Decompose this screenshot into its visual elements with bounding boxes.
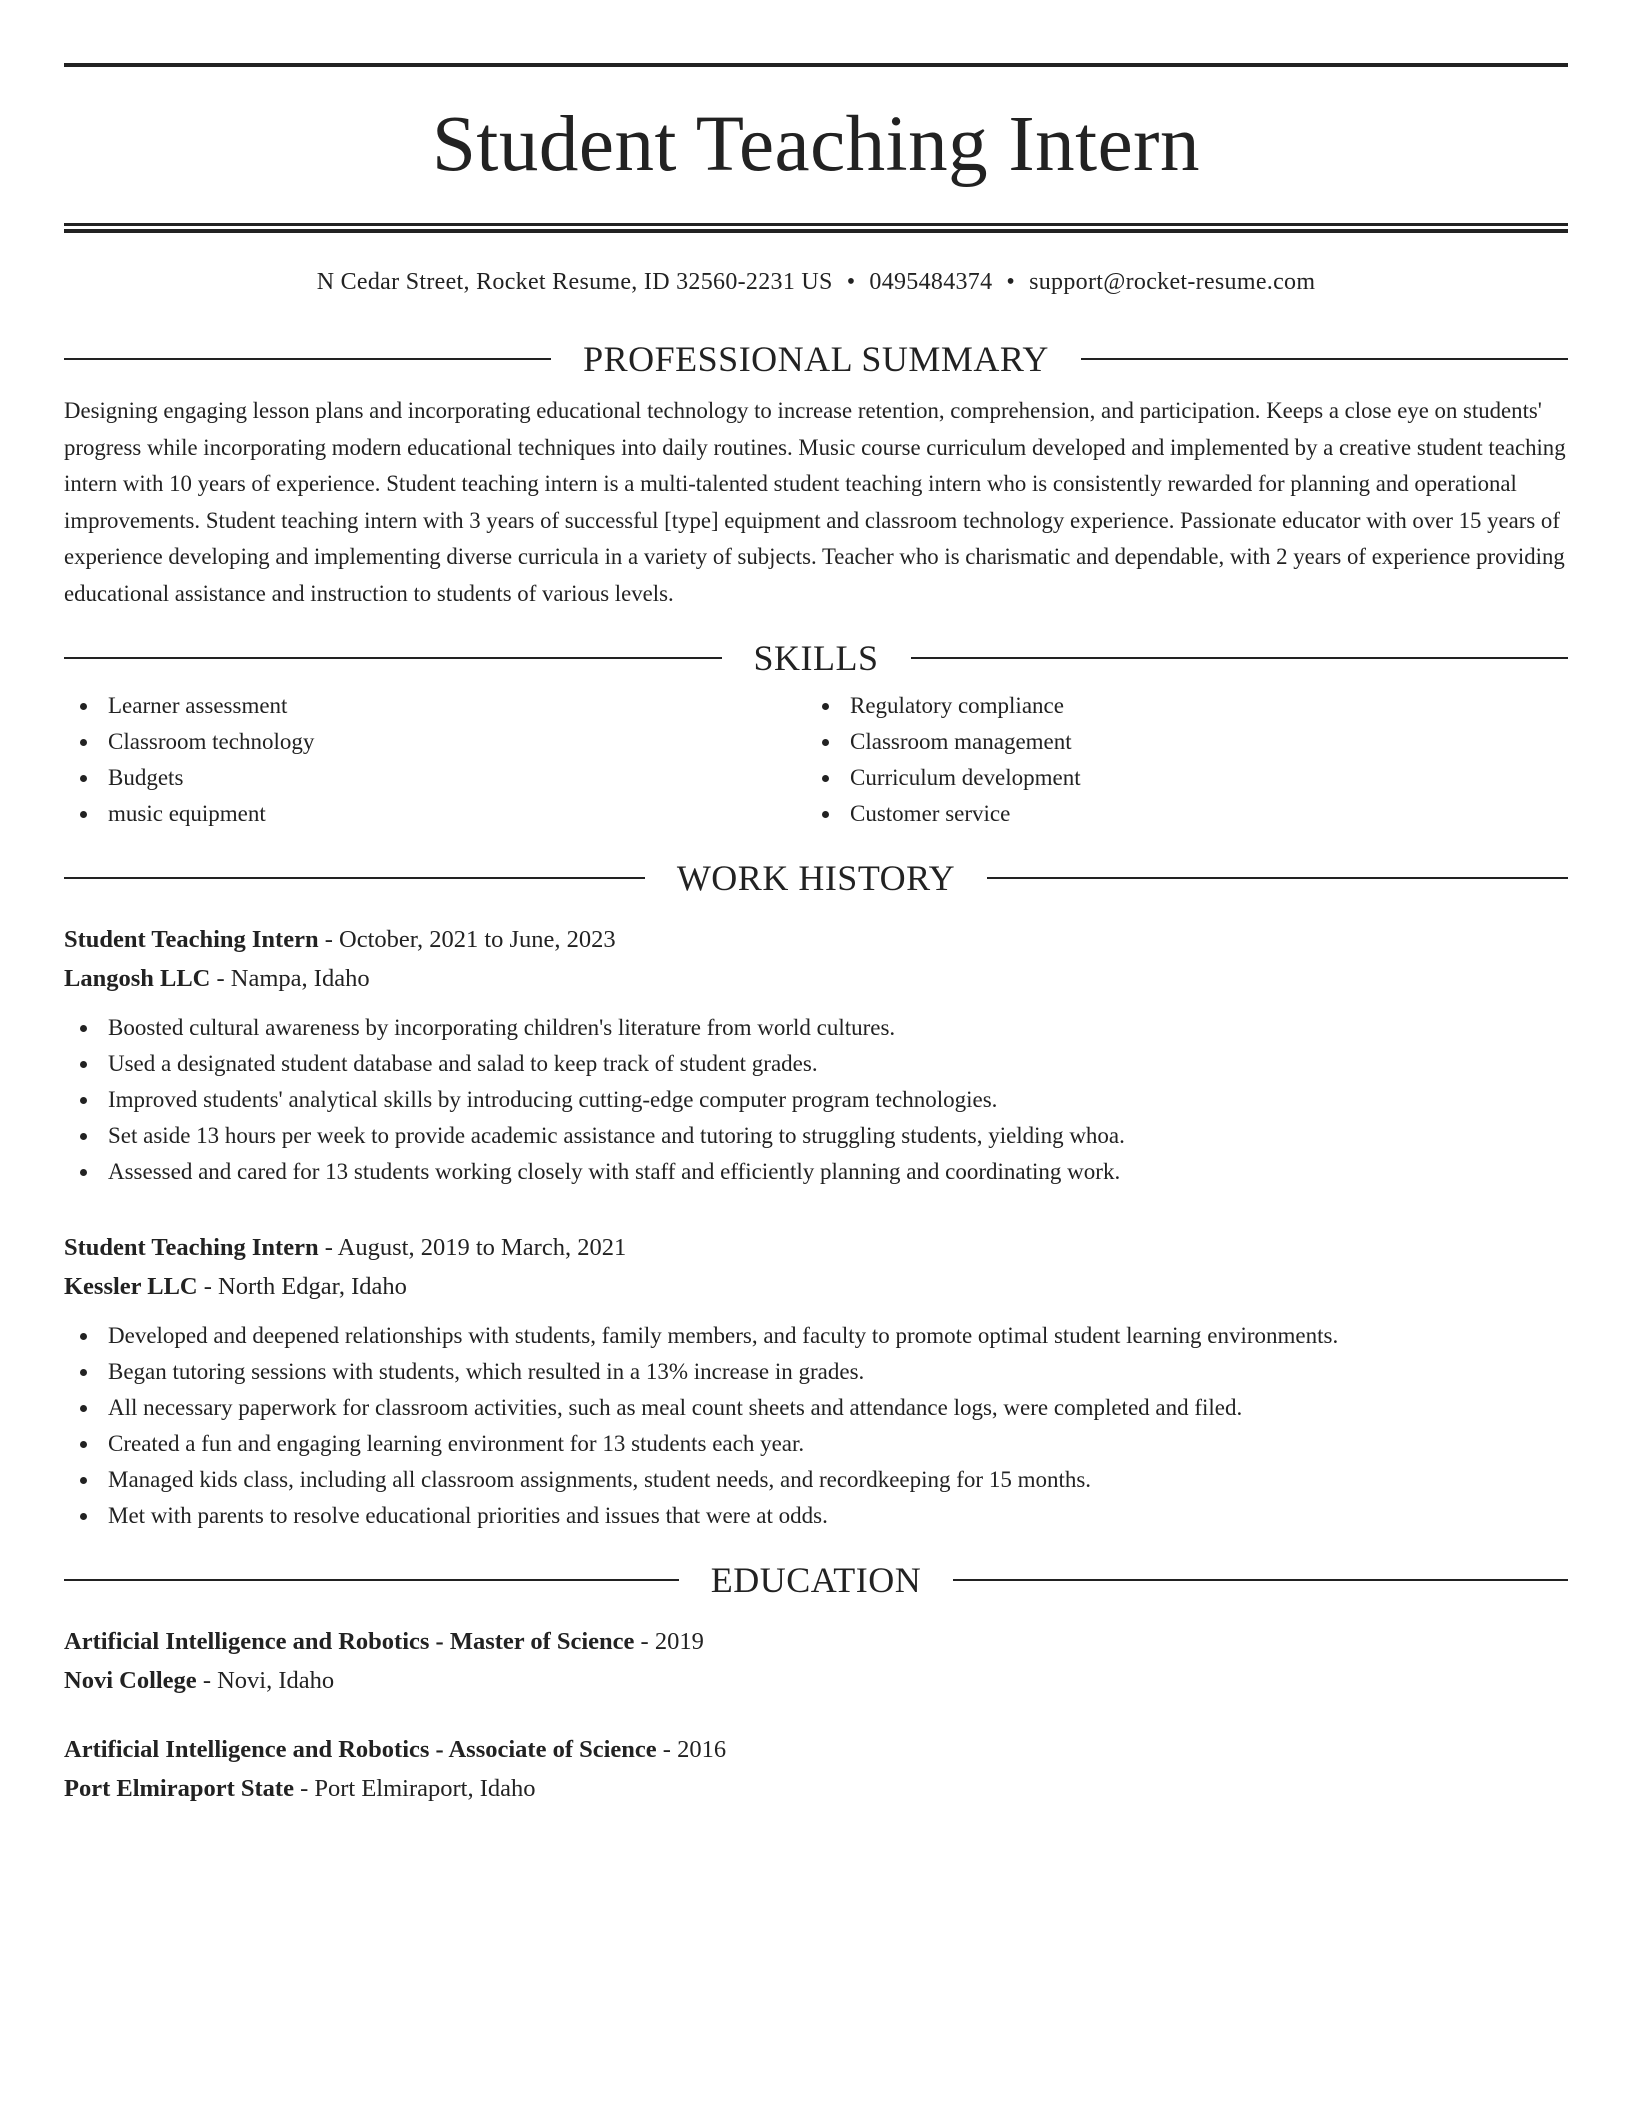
skills-section-header xyxy=(64,638,1568,678)
contact-separator: • xyxy=(846,269,856,295)
job-bullet: Met with parents to resolve educational priorities and issues that were at odds. xyxy=(64,1498,1568,1534)
education-location: - Novi, Idaho xyxy=(196,1667,335,1694)
education-location: - Port Elmiraport, Idaho xyxy=(293,1775,536,1802)
section-divider xyxy=(1081,358,1568,360)
skills-columns xyxy=(64,688,1568,832)
job-location: - North Edgar, Idaho xyxy=(197,1273,407,1300)
job-bullet: Set aside 13 hours per week to provide academic assistance and tutoring to struggling students, yielding whoa. xyxy=(64,1118,1568,1154)
skill-item: Curriculum development xyxy=(806,760,1548,796)
job-bullet: Assessed and cared for 13 students working closely with staff and efficiently planning and coordinating work. xyxy=(64,1154,1568,1190)
education-entry xyxy=(64,1622,1568,1700)
education-section-header xyxy=(64,1560,1568,1600)
job-company: Kessler LLC xyxy=(64,1273,198,1300)
job-entry xyxy=(64,1228,1568,1534)
section-divider xyxy=(64,657,722,659)
section-divider xyxy=(64,877,645,879)
contact-line xyxy=(64,267,1568,297)
contact-separator: • xyxy=(1006,269,1016,295)
job-entry xyxy=(64,920,1568,1190)
skill-item: Regulatory compliance xyxy=(806,688,1548,724)
work-section-header xyxy=(64,858,1568,898)
skill-item: Learner assessment xyxy=(64,688,806,724)
education-year: - 2019 xyxy=(634,1628,704,1655)
job-bullet: Developed and deepened relationships with students, family members, and faculty to promote optimal student learning environments. xyxy=(64,1318,1568,1354)
job-company-line xyxy=(64,959,1568,998)
education-heading: EDUCATION xyxy=(710,1560,922,1600)
summary-heading: PROFESSIONAL SUMMARY xyxy=(583,339,1049,379)
job-title-line xyxy=(64,920,1568,959)
contact-address: N Cedar Street, Rocket Resume, ID 32560-2231 US xyxy=(316,269,833,295)
job-bullet: Created a fun and engaging learning environment for 13 students each year. xyxy=(64,1426,1568,1462)
education-degree-line xyxy=(64,1622,1568,1661)
top-rule xyxy=(64,63,1568,67)
job-title: Student Teaching Intern xyxy=(64,1234,319,1261)
job-title: Student Teaching Intern xyxy=(64,926,319,953)
work-heading: WORK HISTORY xyxy=(676,858,956,898)
job-company-line xyxy=(64,1267,1568,1306)
section-divider xyxy=(953,1579,1568,1581)
section-divider xyxy=(911,657,1569,659)
job-location: - Nampa, Idaho xyxy=(210,965,370,992)
education-degree: Artificial Intelligence and Robotics - Master of Science xyxy=(64,1628,635,1655)
education-degree-line xyxy=(64,1730,1568,1769)
job-dates: - October, 2021 to June, 2023 xyxy=(318,926,616,953)
skills-left-list xyxy=(64,688,806,832)
job-dates: - August, 2019 to March, 2021 xyxy=(318,1234,627,1261)
skill-item: Classroom management xyxy=(806,724,1548,760)
job-bullet: Used a designated student database and salad to keep track of student grades. xyxy=(64,1046,1568,1082)
job-bullet: Managed kids class, including all classroom assignments, student needs, and recordkeeping for 15 months. xyxy=(64,1462,1568,1498)
resume-name: Student Teaching Intern xyxy=(432,101,1200,188)
job-bullet: All necessary paperwork for classroom activities, such as meal count sheets and attendance logs, were completed and filed. xyxy=(64,1390,1568,1426)
contact-email: support@rocket-resume.com xyxy=(1029,269,1316,295)
education-school: Novi College xyxy=(64,1667,197,1694)
job-bullets xyxy=(64,1318,1568,1534)
job-title-line xyxy=(64,1228,1568,1267)
resume-page xyxy=(64,0,1568,1808)
skill-item: Classroom technology xyxy=(64,724,806,760)
skills-heading: SKILLS xyxy=(753,638,879,678)
contact-phone: 0495484374 xyxy=(869,269,993,295)
section-divider xyxy=(64,1579,679,1581)
skill-item: Budgets xyxy=(64,760,806,796)
education-school: Port Elmiraport State xyxy=(64,1775,294,1802)
education-degree: Artificial Intelligence and Robotics - Associate of Science xyxy=(64,1736,657,1763)
job-bullet: Began tutoring sessions with students, which resulted in a 13% increase in grades. xyxy=(64,1354,1568,1390)
education-school-line xyxy=(64,1769,1568,1808)
job-bullet: Boosted cultural awareness by incorporating children's literature from world cultures. xyxy=(64,1010,1568,1046)
education-year: - 2016 xyxy=(656,1736,727,1763)
job-bullet: Improved students' analytical skills by introducing cutting-edge computer program technologies. xyxy=(64,1082,1568,1118)
education-entry xyxy=(64,1730,1568,1808)
section-divider xyxy=(987,877,1568,879)
skill-item: Customer service xyxy=(806,796,1548,832)
job-bullets xyxy=(64,1010,1568,1190)
job-company: Langosh LLC xyxy=(64,965,211,992)
name-double-rule xyxy=(64,223,1568,233)
section-divider xyxy=(64,358,551,360)
education-school-line xyxy=(64,1661,1568,1700)
skills-right-list xyxy=(806,688,1548,832)
summary-text: Designing engaging lesson plans and incorporating educational technology to increase retention, comprehension, and participation. Keeps a close eye on students' progress while incorporating modern educational techniques into daily routines. Music course curriculum developed and implemented by a creative student teaching intern with 10 years of experience. Student teaching intern is a multi-talented student teaching intern who is consistently rewarded for planning and operational improvements. Student teaching intern with 3 years of successful [type] equipment and classroom technology experience. Passionate educator with over 15 years of experience developing and implementing diverse curricula in a variety of subjects. Teacher who is charismatic and dependable, with 2 years of experience providing educational assistance and instruction to students of various levels. xyxy=(64,398,1566,606)
summary-section-header xyxy=(64,339,1568,379)
skill-item: music equipment xyxy=(64,796,806,832)
